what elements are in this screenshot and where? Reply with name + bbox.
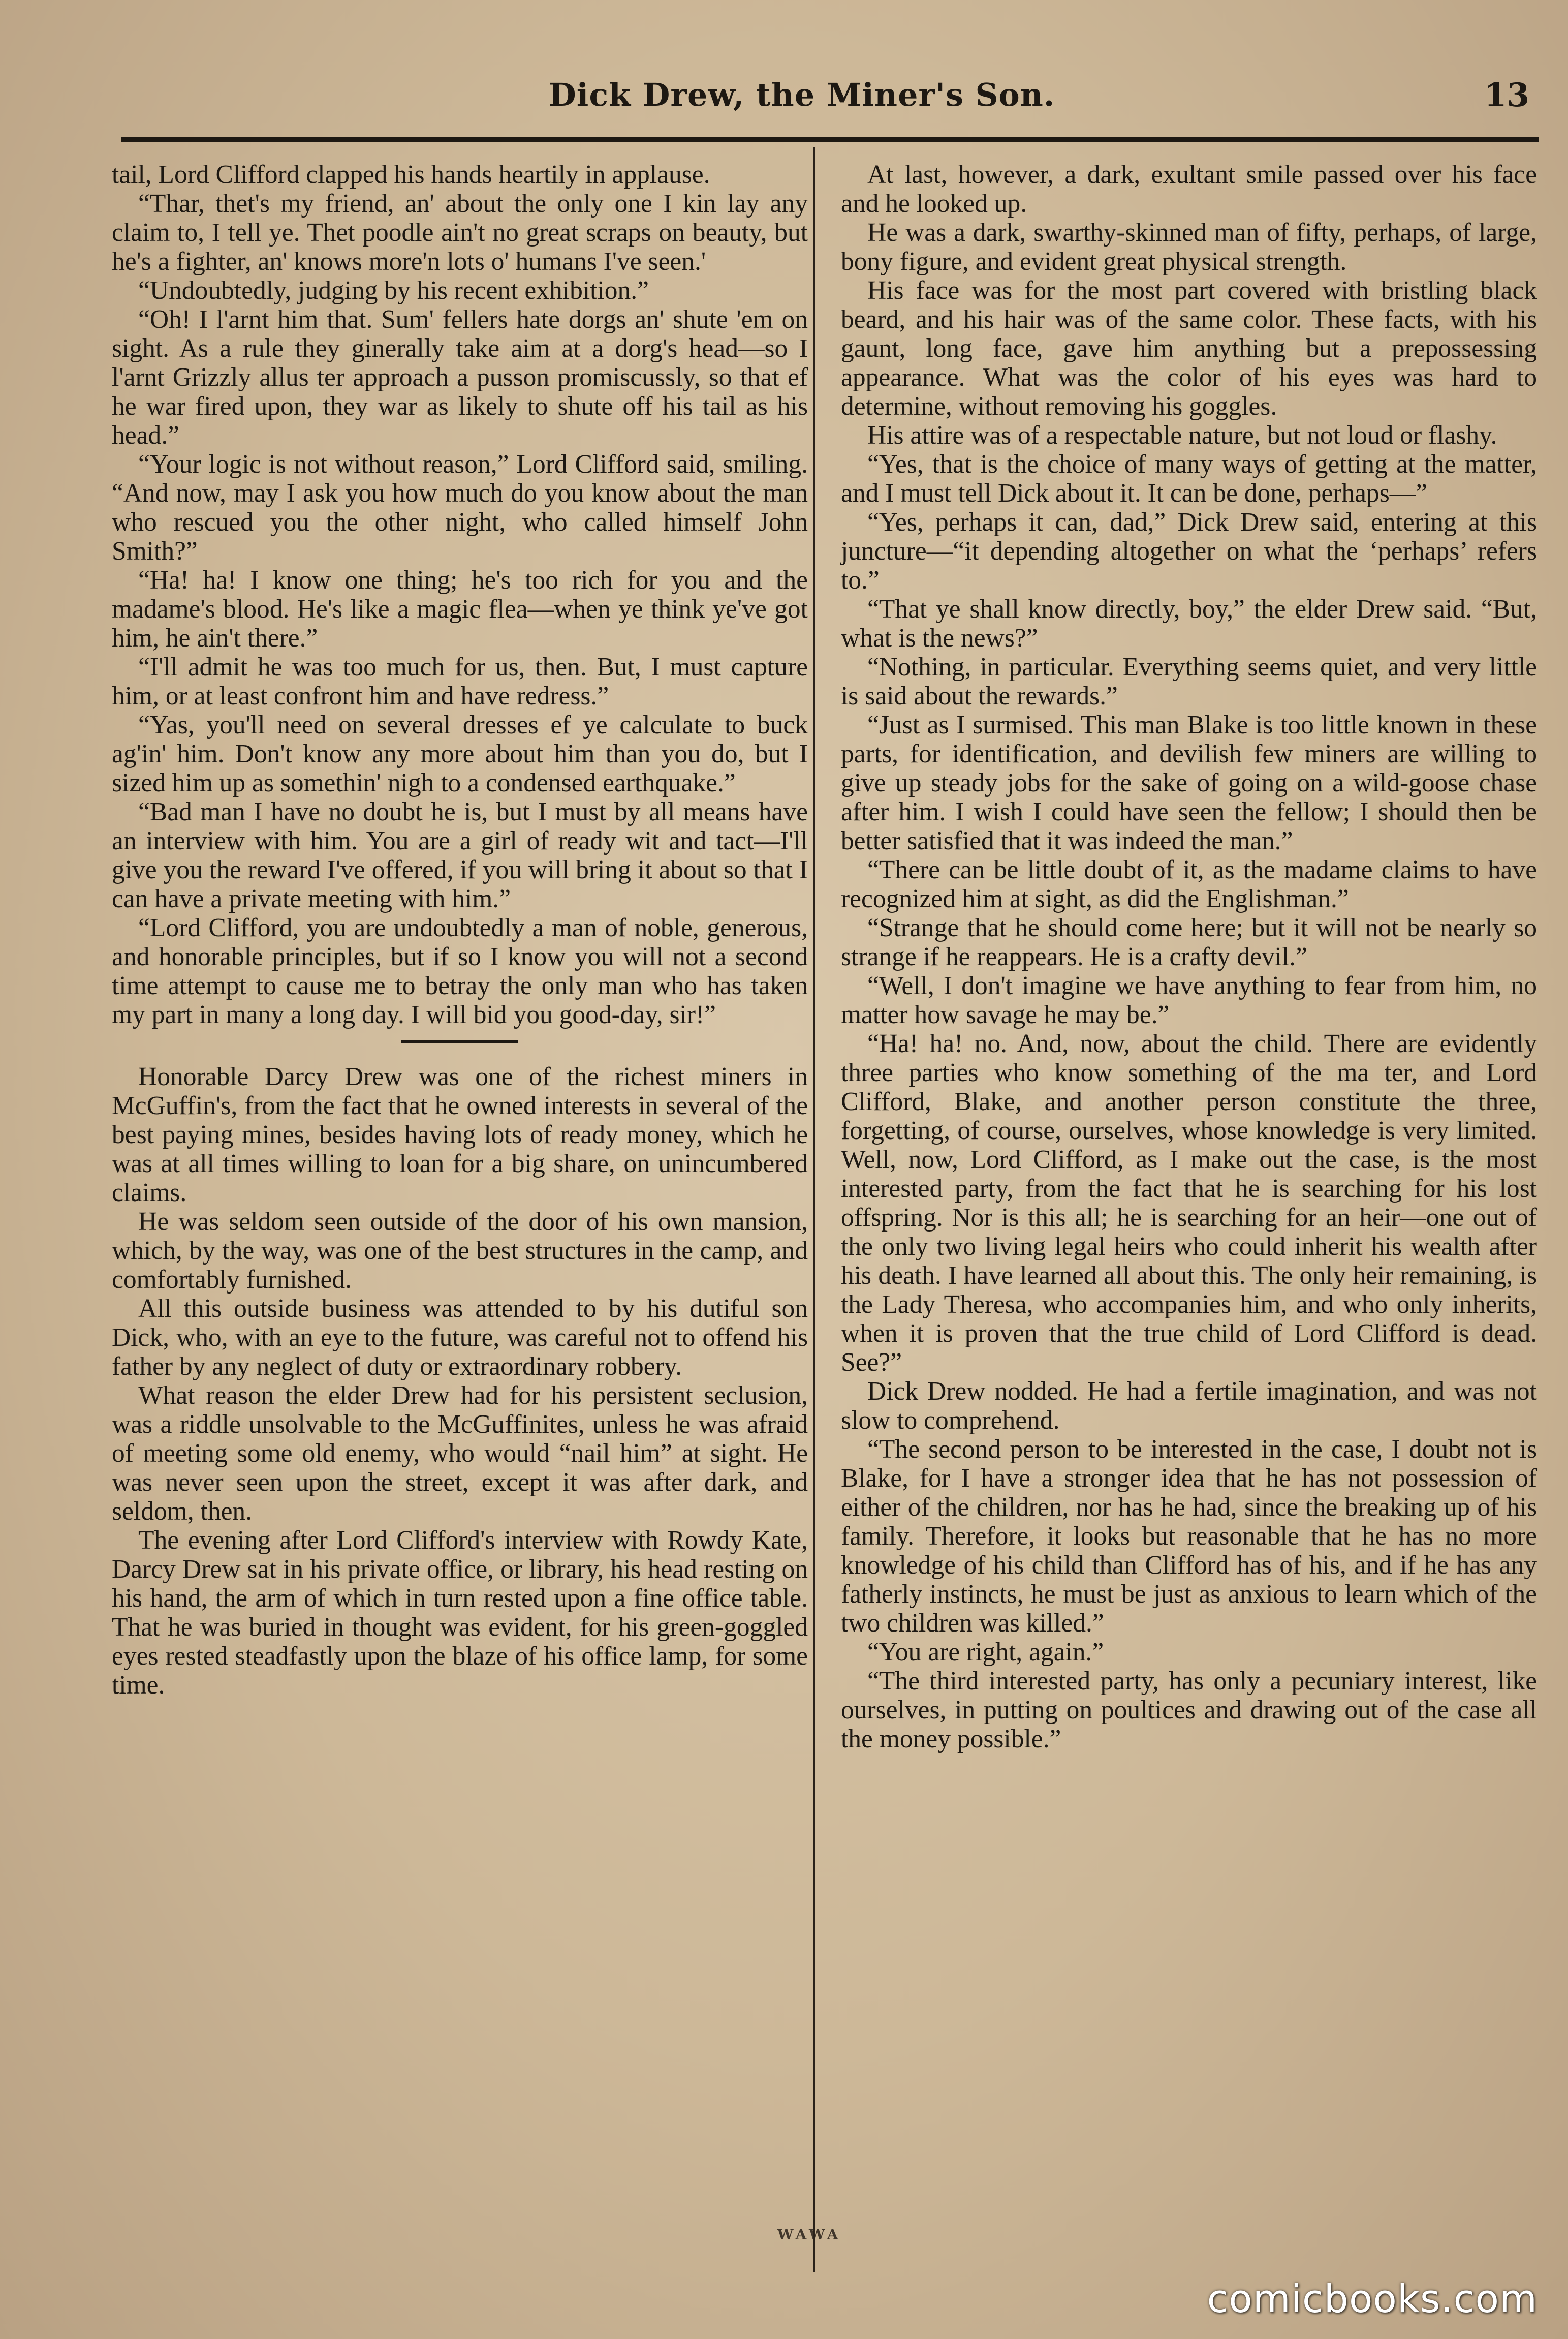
left-column: [112, 160, 808, 1700]
paragraph: “The third interested party, has only a pecuniary interest, like ourselves, in putting on poultices and drawing out of the case all the money possible.”: [841, 1667, 1537, 1753]
paragraph: “Yes, that is the choice of many ways of getting at the matter, and I must tell Dick about it. It can be done, perhaps—”: [841, 450, 1537, 508]
running-title: Dick Drew, the Miner's Son.: [549, 76, 1055, 113]
page-number: 13: [1484, 76, 1529, 114]
paragraph: “Your logic is not without reason,” Lord Clifford said, smiling. “And now, may I ask you how much do you know about the man who rescued you the other night, who called himself John Smith?”: [112, 450, 808, 566]
paragraph: “You are right, again.”: [867, 1638, 1104, 1667]
paragraph: “Ha! ha! no. And, now, about the child. There are evidently three parties who know something of the ma ter, and Lord Clifford, Blake, and another person constitute the three, forgetting, of course, ourselves, whose knowledge is very limited. Well, now, Lord Clifford, as I make out the case, is the most interested party, from the fact that he is searching for his lost offspring. Nor is this all; he is searching for an heir—one out of the only two living legal heirs who could inherit his wealth after his death. I have learned all about this. The only heir remaining, is the Lady Theresa, who accompanies him, and who only inherits, when it is proven that the true child of Lord Clifford is dead. See?”: [841, 1029, 1537, 1377]
page-header: [117, 71, 1550, 127]
footer-ornament: WAWA: [777, 2226, 841, 2243]
paragraph: “Lord Clifford, you are undoubtedly a man of noble, generous, and honorable principles, but if so I know you will not a second time attempt to cause me to betray the only man who has taken my part in many a long day. I will bid you good-day, sir!”: [112, 913, 808, 1029]
paragraph: At last, however, a dark, exultant smile passed over his face and he looked up.: [841, 160, 1537, 218]
paragraph: “There can be little doubt of it, as the madame claims to have recognized him at sight, as did the Englishman.”: [841, 855, 1537, 913]
paragraph: He was seldom seen outside of the door of his own mansion, which, by the way, was one of the best structures in the camp, and comfortably furnished.: [112, 1207, 808, 1294]
paragraph: “That ye shall know directly, boy,” the elder Drew said. “But, what is the news?”: [841, 595, 1537, 653]
paragraph: His attire was of a respectable nature, but not loud or flashy.: [867, 421, 1497, 450]
paragraph: All this outside business was attended to by his dutiful son Dick, who, with an eye to the future, was careful not to offend his father by any neglect of duty or extraordinary robbery.: [112, 1294, 808, 1381]
paragraph: “Bad man I have no doubt he is, but I must by all means have an interview with him. You are a girl of ready wit and tact—I'll give you the reward I've offered, if you will bring it about so that I can have a private meeting with him.”: [112, 797, 808, 913]
paragraph: The evening after Lord Clifford's interview with Rowdy Kate, Darcy Drew sat in his private office, or library, his head resting on his hand, the arm of which in turn rested upon a fine office table. That he was buried in thought was evident, for his green-goggled eyes rested steadfastly upon the blaze of his office lamp, for some time.: [112, 1526, 808, 1700]
column-divider: [813, 147, 815, 2272]
paragraph: His face was for the most part covered with bristling black beard, and his hair was of the same color. These facts, with his gaunt, long face, gave him anything but a prepossessing appearance. What was the color of his eyes was hard to determine, without removing his goggles.: [841, 276, 1537, 421]
watermark: comicbooks.com: [1207, 2276, 1538, 2321]
right-column: [841, 160, 1537, 1753]
paragraph: “Well, I don't imagine we have anything to fear from him, no matter how savage he may be.”: [841, 971, 1537, 1029]
paragraph: Honorable Darcy Drew was one of the richest miners in McGuffin's, from the fact that he owned interests in several of the best paying mines, besides having lots of ready money, which he was at all times willing to loan for a big share, on unincumbered claims.: [112, 1062, 808, 1207]
paragraph: tail, Lord Clifford clapped his hands heartily in applause.: [112, 160, 710, 189]
paragraph: “The second person to be interested in the case, I doubt not is Blake, for I have a stronger idea that he has not possession of either of the children, nor has he had, since the breaking up of his family. Therefore, it looks but reasonable that he has no more knowledge of his child than Clifford has of his, and if he has any fatherly instincts, he must be just as anxious to learn which of the two children was killed.”: [841, 1435, 1537, 1638]
paragraph: “Yas, you'll need on several dresses ef ye calculate to buck ag'in' him. Don't know any more about him than you do, but I sized him up as somethin' nigh to a condensed earthquake.”: [112, 711, 808, 797]
paragraph: “Strange that he should come here; but it will not be nearly so strange if he reappears. He is a crafty devil.”: [841, 913, 1537, 971]
paragraph: He was a dark, swarthy-skinned man of fifty, perhaps, of large, bony figure, and evident great physical strength.: [841, 218, 1537, 276]
paragraph: “Oh! I l'arnt him that. Sum' fellers hate dorgs an' shute 'em on sight. As a rule they ginerally take aim at a dorg's head—so I l'arnt Grizzly allus ter approach a pusson promiscussly, so that ef he war fired upon, they war as likely to shute off his tail as his head.”: [112, 305, 808, 450]
paragraph: “Yes, perhaps it can, dad,” Dick Drew said, entering at this juncture—“it depending altogether on what the ‘perhaps’ refers to.”: [841, 508, 1537, 595]
paragraph: “I'll admit he was too much for us, then. But, I must capture him, or at least confront him and have redress.”: [112, 653, 808, 711]
paragraph: “Nothing, in particular. Everything seems quiet, and very little is said about the rewards.”: [841, 653, 1537, 711]
section-separator: [401, 1040, 518, 1043]
paragraph: What reason the elder Drew had for his persistent seclusion, was a riddle unsolvable to the McGuffinites, unless he was afraid of meeting some old enemy, who would “nail him” at sight. He was never seen upon the street, except it was after dark, and seldom, then.: [112, 1381, 808, 1526]
paragraph: Dick Drew nodded. He had a fertile imagination, and was not slow to comprehend.: [841, 1377, 1537, 1435]
paragraph: “Just as I surmised. This man Blake is too little known in these parts, for identification, and devilish few miners are willing to give up steady jobs for the sake of going on a wild-goose chase after him. I wish I could have seen the fellow; I should then be better satisfied that it was indeed the man.”: [841, 711, 1537, 855]
paragraph: “Ha! ha! I know one thing; he's too rich for you and the madame's blood. He's like a magic flea—when ye think ye've got him, he ain't there.”: [112, 566, 808, 653]
paragraph: “Thar, thet's my friend, an' about the only one I kin lay any claim to, I tell ye. Thet poodle ain't no great scraps on beauty, but he's a fighter, an' knows more'n lots o' humans I've seen.': [112, 189, 808, 276]
header-rule: [121, 137, 1539, 142]
paragraph: “Undoubtedly, judging by his recent exhibition.”: [138, 276, 649, 305]
